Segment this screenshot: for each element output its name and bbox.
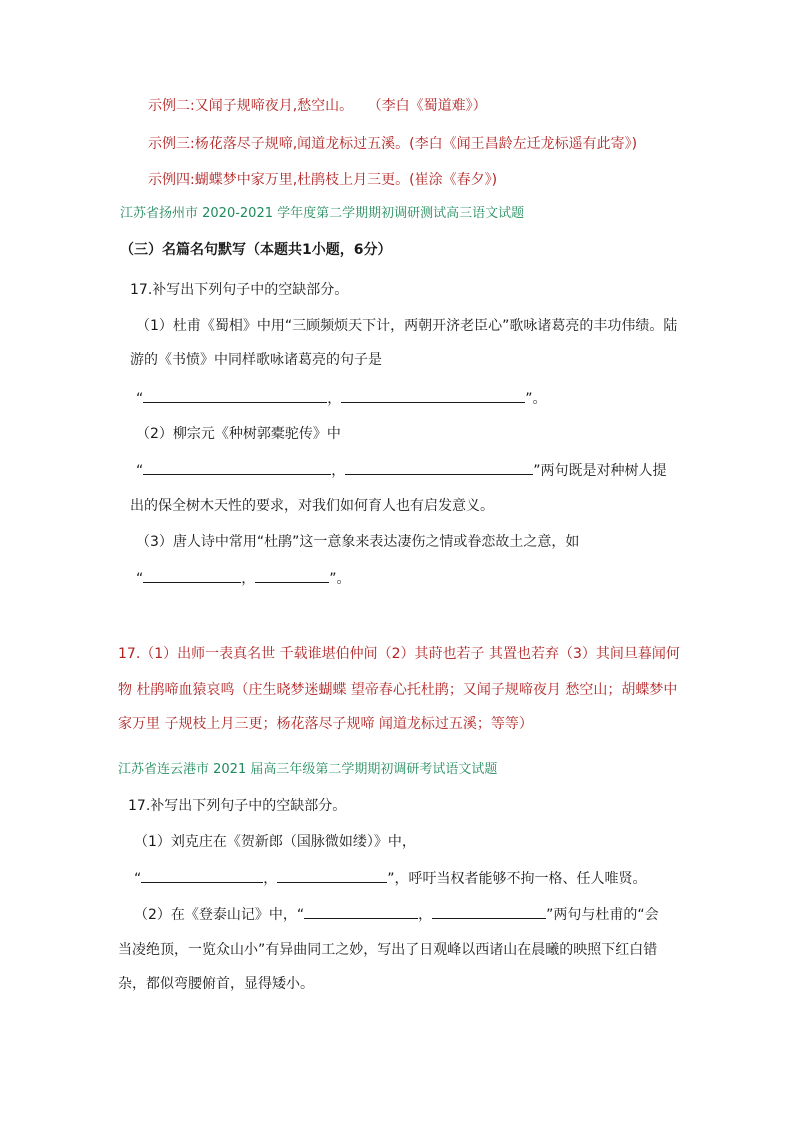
section1-heading: （三）名篇名句默写（本题共1小题，6分）: [120, 242, 392, 258]
answer-line3: 家万里 子规枝上月三更；杨花落尽子规啼 闻道龙标过五溪；等等）: [118, 716, 533, 732]
example-2-source: （李白《蜀道难》）: [367, 98, 487, 114]
separator: ，: [327, 391, 342, 407]
separator: ，: [331, 463, 346, 479]
example-2-text: 示例二:又闻子规啼夜月,愁空山。: [148, 98, 354, 114]
quote-open: “: [134, 871, 142, 887]
example-2: [148, 96, 487, 116]
quote-open: “: [136, 571, 144, 587]
example-4: [148, 170, 497, 190]
quote-close: ”。: [329, 571, 351, 587]
fill-blank[interactable]: [255, 568, 329, 583]
section1-q1-line2: 游的《书愤》中同样歌咏诸葛亮的句子是: [130, 352, 382, 368]
example-4-text: 示例四:蝴蝶梦中家万里,杜鹃枝上月三更。: [148, 172, 410, 188]
fill-blank[interactable]: [141, 868, 263, 883]
example-3-source: (李白《闻王昌龄左迁龙标遥有此寄》): [409, 136, 638, 152]
quote-open: “: [136, 391, 144, 407]
example-4-source: (崔涂《春夕》): [409, 172, 498, 188]
section2-q2-line3: 杂，都似弯腰俯首，显得矮小。: [118, 976, 314, 992]
separator: ，: [263, 871, 278, 887]
quote-close: ”两句既是对种树人提: [533, 463, 667, 479]
section1-q1-blanks: [136, 388, 547, 409]
separator: ，: [418, 907, 433, 923]
section1-q1-line1: （1）杜甫《蜀相》中用“三顾频烦天下计，两朝开济老臣心”歌咏诸葛亮的丰功伟绩。陆: [136, 318, 678, 334]
section1-q3-blanks: [136, 568, 351, 589]
section2-q2-line1: [134, 904, 659, 925]
fill-blank[interactable]: [432, 904, 546, 919]
section1-question: 17.补写出下列句子中的空缺部分。: [130, 282, 349, 298]
fill-blank[interactable]: [143, 460, 331, 475]
section1-q3-line1: （3）唐人诗中常用“杜鹃”这一意象来表达凄伤之情或眷恋故土之意，如: [136, 534, 580, 550]
section1-q2-line3: 出的保全树木天性的要求，对我们如何育人也有启发意义。: [130, 498, 494, 514]
section2-source-title: 江苏省连云港市 2021 届高三年级第二学期期初调研考试语文试题: [118, 762, 498, 777]
example-3-text: 示例三:杨花落尽子规啼,闻道龙标过五溪。: [148, 136, 410, 152]
quote-open: “: [136, 463, 144, 479]
fill-blank[interactable]: [345, 460, 533, 475]
quote-close: ”。: [525, 391, 547, 407]
answer-line2: 物 杜鹃啼血猿哀鸣（庄生晓梦迷蝴蝶 望帝春心托杜鹃；又闻子规啼夜月 愁空山；胡蝶梦中: [118, 682, 678, 698]
answer-line1: 17.（1）出师一表真名世 千载谁堪伯仲间（2）其莳也若子 其置也若弃（3）其间旦暮闻何: [118, 646, 680, 662]
section2-q2-line2: 当凌绝顶，一览众山小”有异曲同工之妙，写出了日观峰以西诸山在晨曦的映照下红白错: [118, 942, 658, 958]
fill-blank[interactable]: [143, 568, 241, 583]
separator: ，: [241, 571, 256, 587]
fill-blank[interactable]: [304, 904, 418, 919]
section2-question: 17.补写出下列句子中的空缺部分。: [128, 798, 347, 814]
fill-blank[interactable]: [143, 388, 327, 403]
q2-suffix: ”两句与杜甫的“会: [546, 907, 659, 923]
q2-prefix: （2）在《登泰山记》中，“: [134, 907, 305, 923]
example-3: [148, 134, 637, 154]
section1-source-title: 江苏省扬州市 2020-2021 学年度第二学期期初调研测试高三语文试题: [120, 206, 525, 221]
fill-blank[interactable]: [277, 868, 387, 883]
section2-q1-blanks: [134, 868, 647, 889]
quote-close: ”，呼吁当权者能够不拘一格、任人唯贤。: [387, 871, 647, 887]
section2-q1-line1: （1）刘克庄在《贺新郎（国脉微如缕）》中，: [134, 834, 416, 850]
section1-q2-line1: （2）柳宗元《种树郭橐驼传》中: [136, 426, 341, 442]
section1-q2-blanks: [136, 460, 667, 481]
fill-blank[interactable]: [341, 388, 525, 403]
